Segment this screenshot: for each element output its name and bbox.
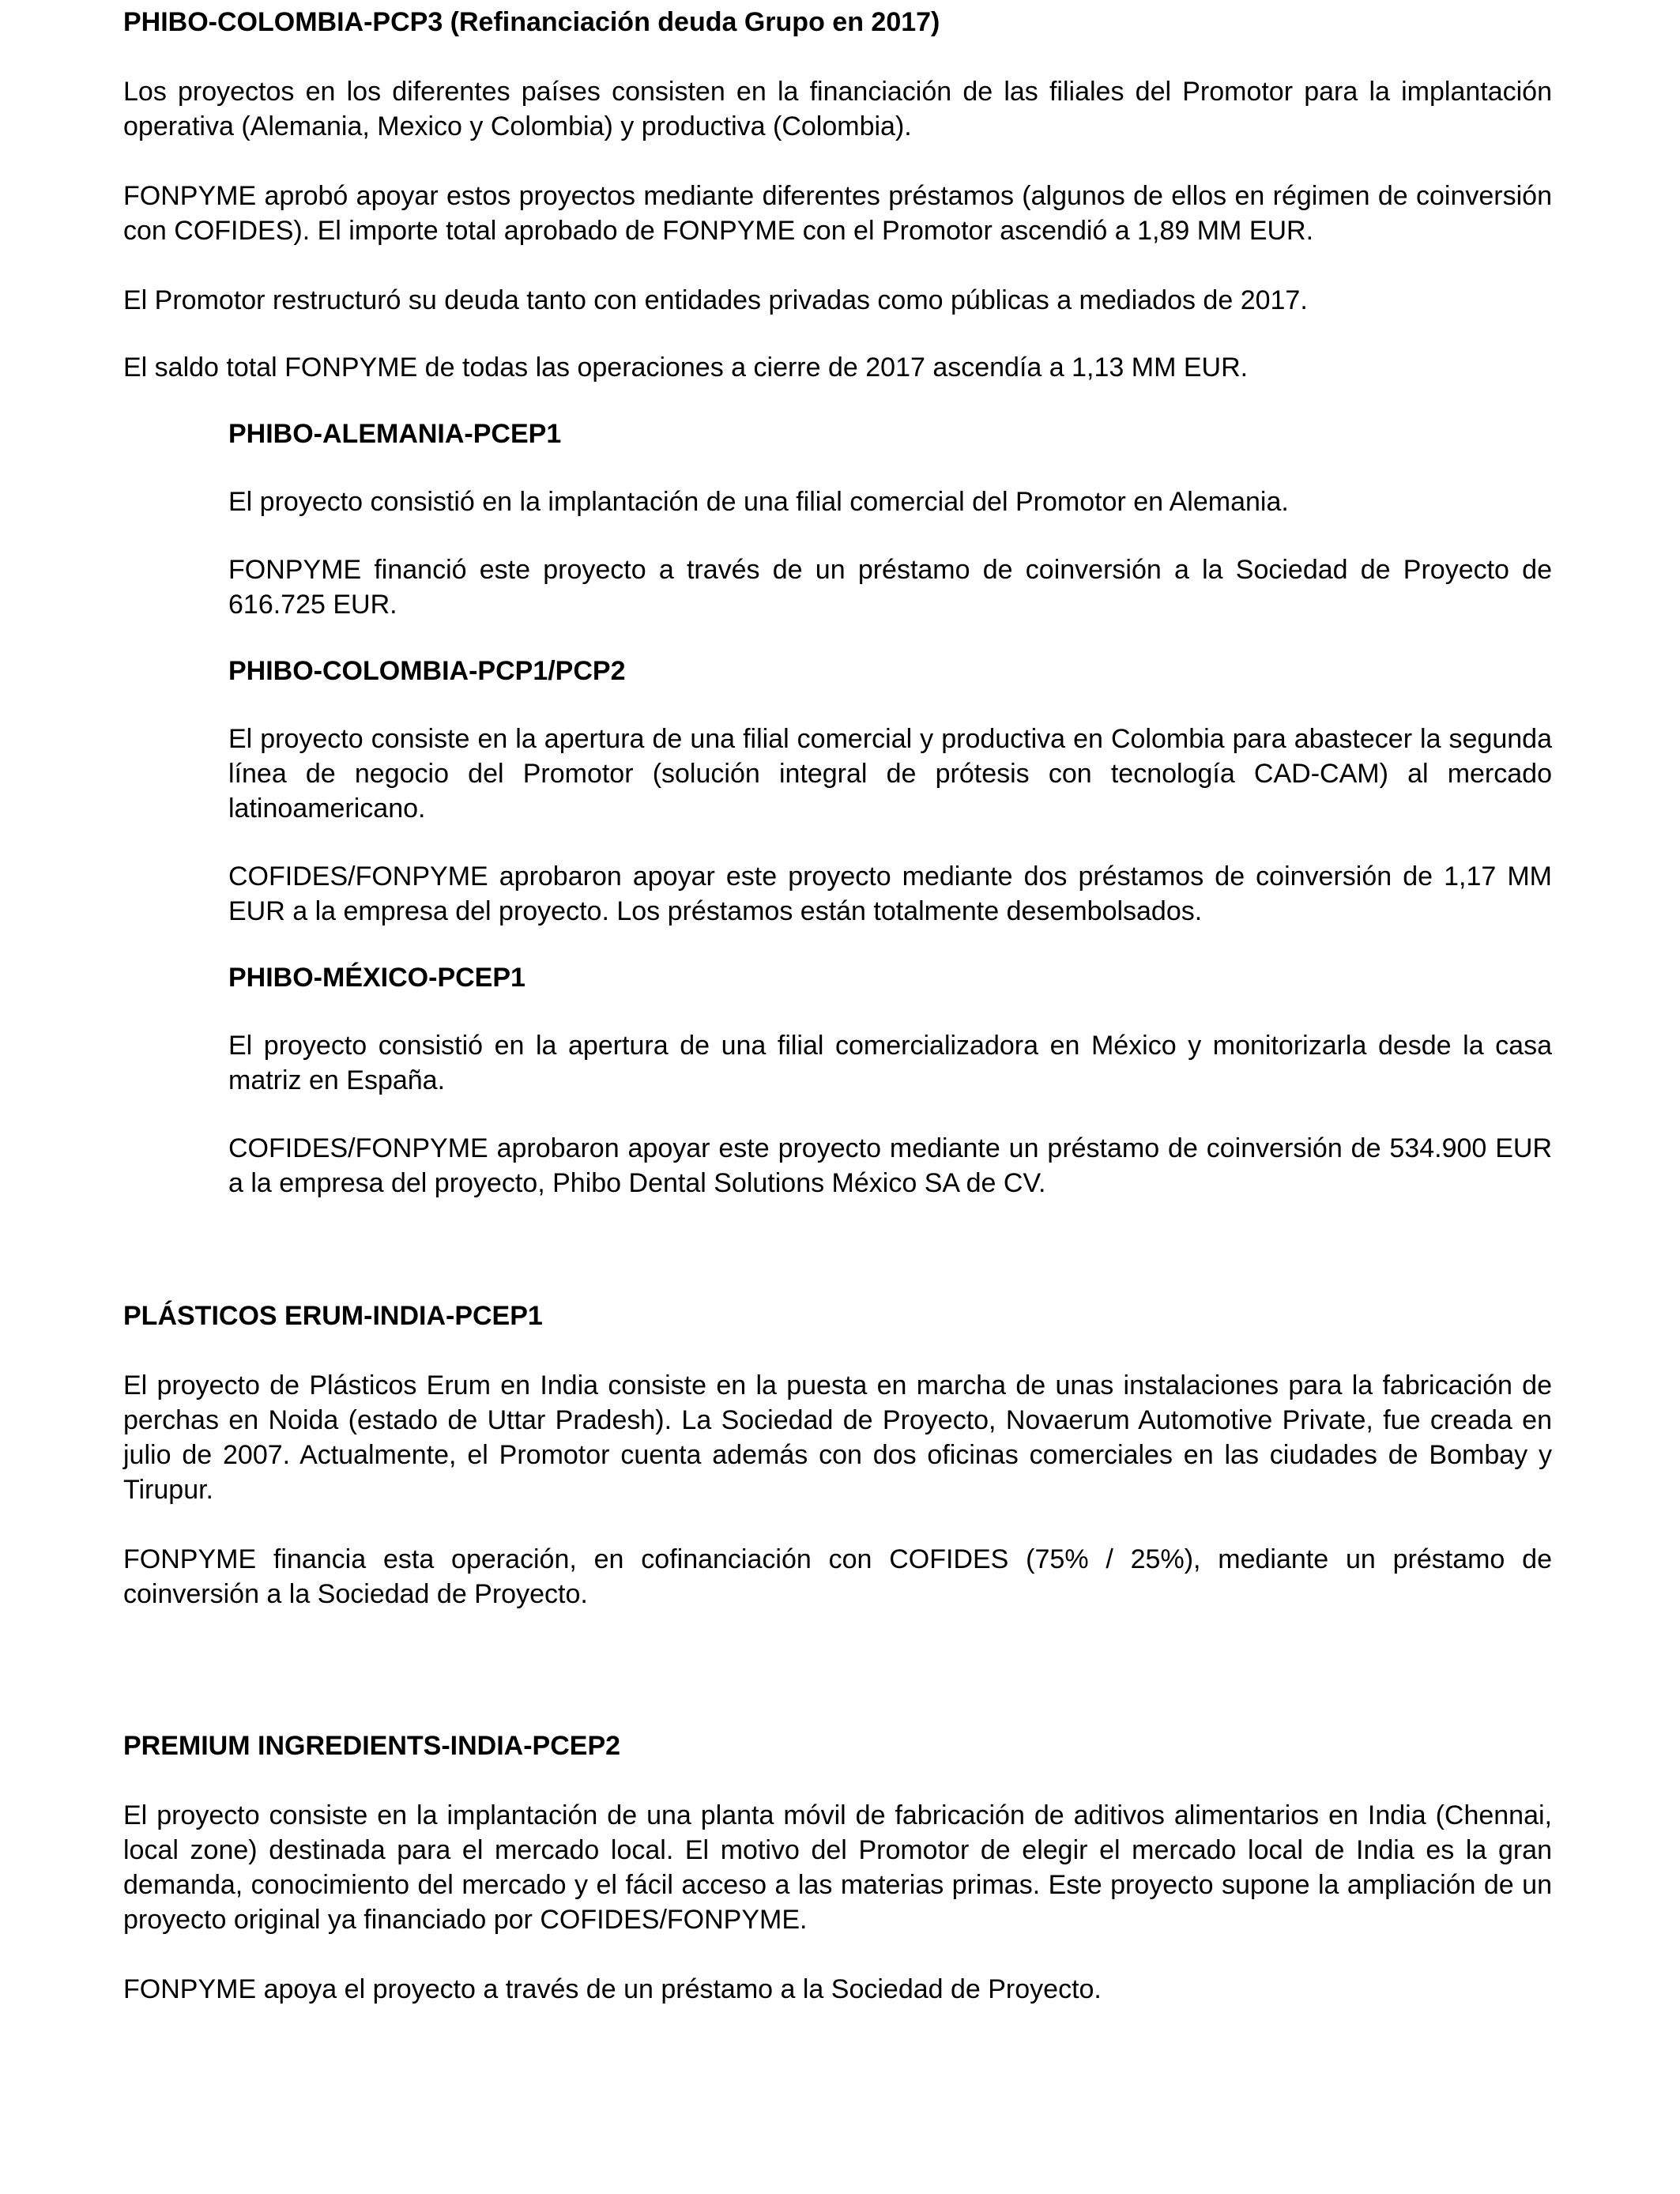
paragraph: El Promotor restructuró su deuda tanto con entidades privadas como públicas a mediados de 2017.: [123, 285, 1308, 315]
paragraph: COFIDES/FONPYME aprobaron apoyar este proyecto mediante dos préstamos de coinversión de 1,17 MM EUR a la empresa del proyecto. Los préstamos están totalmente desembolsados.: [228, 861, 1552, 926]
section-heading-phibo-colombia-pcp3: PHIBO-COLOMBIA-PCP3 (Refinanciación deuda Grupo en 2017): [123, 7, 940, 37]
paragraph: El proyecto consiste en la implantación de una planta móvil de fabricación de aditivos alimentarios en India (Chennai, local zone) destinada para el mercado local. El motivo del Promotor de elegir el mercado local de India es la gran demanda, conocimiento del mercado y el fácil acceso a las materias primas. Este proyecto supone la ampliación de un proyecto original ya financiado por COFIDES/FONPYME.: [123, 1800, 1552, 1935]
document-body: [123, 0, 1552, 2007]
paragraph: El proyecto consistió en la apertura de una filial comercializadora en México y monitorizarla desde la casa matriz en España.: [228, 1031, 1552, 1095]
paragraph: FONPYME financió este proyecto a través de un préstamo de coinversión a la Sociedad de Proyecto de 616.725 EUR.: [228, 555, 1552, 620]
paragraph: El saldo total FONPYME de todas las operaciones a cierre de 2017 ascendía a 1,13 MM EUR.: [123, 352, 1249, 383]
subsection-heading: PHIBO-MÉXICO-PCEP1: [228, 963, 525, 993]
subsection-heading: PHIBO-COLOMBIA-PCP1/PCP2: [228, 656, 626, 686]
paragraph: FONPYME apoya el proyecto a través de un préstamo a la Sociedad de Proyecto.: [123, 1974, 1102, 2004]
section-heading-premium-ingredients: PREMIUM INGREDIENTS-INDIA-PCEP2: [123, 1731, 621, 1761]
subsection-heading: PHIBO-ALEMANIA-PCEP1: [228, 419, 562, 449]
subsection-phibo-mexico: [228, 960, 1552, 1201]
paragraph: FONPYME financia esta operación, en cofinanciación con COFIDES (75% / 25%), mediante un préstamo de coinversión a la Sociedad de Proyecto.: [123, 1544, 1552, 1609]
paragraph: COFIDES/FONPYME aprobaron apoyar este proyecto mediante un préstamo de coinversión de 534.900 EUR a la empresa del proyecto, Phibo Dental Solutions México SA de CV.: [228, 1133, 1552, 1198]
subsection-phibo-alemania: [228, 417, 1552, 622]
paragraph: El proyecto consistió en la implantación de una filial comercial del Promotor en Alemania.: [228, 487, 1289, 517]
paragraph: El proyecto de Plásticos Erum en India consiste en la puesta en marcha de unas instalaciones para la fabricación de perchas en Noida (estado de Uttar Pradesh). La Sociedad de Proyecto, Novaerum Automotive Private, fue creada en julio de 2007. Actualmente, el Promotor cuenta además con dos oficinas comerciales en las ciudades de Bombay y Tirupur.: [123, 1370, 1552, 1505]
section-heading-plasticos-erum: PLÁSTICOS ERUM-INDIA-PCEP1: [123, 1301, 543, 1331]
paragraph: FONPYME aprobó apoyar estos proyectos mediante diferentes préstamos (algunos de ellos en régimen de coinversión con COFIDES). El importe total aprobado de FONPYME con el Promotor ascendió a 1,89 MM EUR.: [123, 181, 1552, 246]
paragraph: El proyecto consiste en la apertura de una filial comercial y productiva en Colombia para abastecer la segunda línea de negocio del Promotor (solución integral de prótesis con tecnología CAD-CAM) al mercado latinoamericano.: [228, 724, 1552, 824]
subsection-phibo-colombia-pcp1-pcp2: [228, 654, 1552, 929]
paragraph: Los proyectos en los diferentes países consisten en la financiación de las filiales del Promotor para la implantación operativa (Alemania, Mexico y Colombia) y productiva (Colombia).: [123, 77, 1552, 141]
